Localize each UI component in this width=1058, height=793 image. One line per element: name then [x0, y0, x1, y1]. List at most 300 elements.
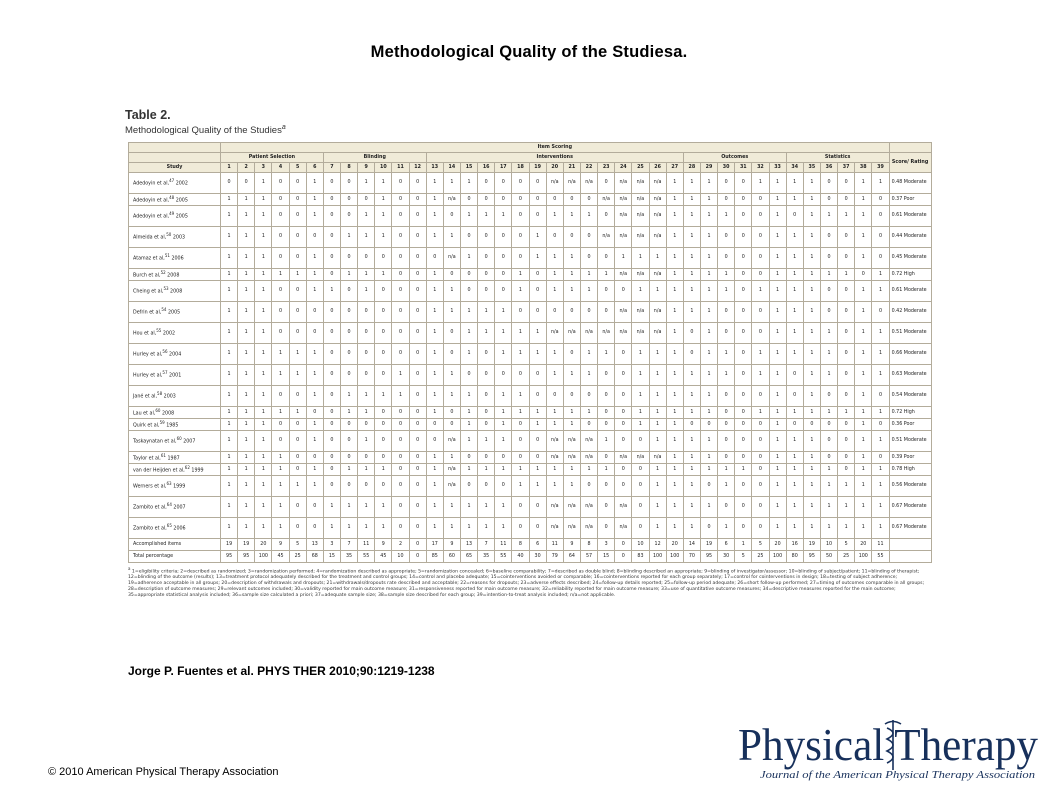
total-cell: 3	[598, 539, 615, 551]
total-cell: 10	[632, 539, 649, 551]
item-cell: 1	[855, 407, 872, 419]
study-cell	[129, 248, 221, 269]
item-cell: 1	[238, 476, 255, 497]
item-cell: 1	[855, 464, 872, 476]
item-cell: 1	[872, 407, 889, 419]
item-cell: 0	[392, 518, 409, 539]
item-cell: 0	[289, 518, 306, 539]
item-cell: 1	[495, 419, 512, 431]
item-cell: 1	[426, 476, 443, 497]
item-cell: 1	[803, 269, 820, 281]
footnote-sup: a	[128, 566, 131, 572]
item-cell: 1	[700, 302, 717, 323]
item-cell: 0	[392, 194, 409, 206]
item-cell: 0	[632, 476, 649, 497]
item-cell: 0	[872, 452, 889, 464]
item-cell: n/a	[615, 206, 632, 227]
study-name: Adedoyin et al,	[133, 214, 170, 220]
item-cell: 0	[838, 365, 855, 386]
item-cell: 1	[546, 248, 563, 269]
item-cell: 0	[358, 248, 375, 269]
item-cell: 1	[563, 464, 580, 476]
item-cell: 0	[512, 497, 529, 518]
item-cell: 0	[598, 173, 615, 194]
header-item-10: 11	[392, 163, 409, 173]
item-cell: 0	[392, 227, 409, 248]
item-cell: 1	[358, 206, 375, 227]
item-cell: n/a	[443, 194, 460, 206]
study-year: 2006	[169, 256, 184, 262]
header-item-36: 37	[838, 163, 855, 173]
item-cell: 0	[820, 431, 837, 452]
total-cell: 15	[598, 551, 615, 563]
header-item-9: 10	[375, 163, 392, 173]
item-cell: 1	[460, 323, 477, 344]
item-cell: 0	[546, 194, 563, 206]
item-cell: 0	[289, 227, 306, 248]
item-cell: 1	[255, 194, 272, 206]
item-cell: n/a	[632, 302, 649, 323]
score-cell: 0.39 Poor	[889, 452, 931, 464]
item-cell: 1	[803, 173, 820, 194]
study-name: Zambito et al,	[133, 526, 167, 532]
item-cell: 1	[649, 497, 666, 518]
item-cell: 1	[460, 464, 477, 476]
header-item-20: 21	[563, 163, 580, 173]
item-cell: 1	[289, 407, 306, 419]
item-cell: 0	[392, 344, 409, 365]
item-cell: n/a	[546, 497, 563, 518]
item-cell: 1	[221, 419, 238, 431]
item-cell: 1	[786, 323, 803, 344]
item-cell: 1	[769, 365, 786, 386]
item-cell: 0	[392, 173, 409, 194]
study-ref: 58	[157, 391, 163, 397]
item-cell: 0	[820, 248, 837, 269]
header-group-1: Blinding	[323, 153, 426, 163]
item-cell: n/a	[563, 323, 580, 344]
item-cell: 1	[255, 518, 272, 539]
study-cell	[129, 518, 221, 539]
item-cell: 0	[409, 464, 426, 476]
item-cell: 1	[375, 386, 392, 407]
item-cell: 1	[255, 431, 272, 452]
item-cell: 0	[752, 518, 769, 539]
study-name: Almeida et al,	[133, 235, 167, 241]
item-cell: 0	[598, 206, 615, 227]
item-cell: 0	[409, 281, 426, 302]
item-cell: 1	[666, 248, 683, 269]
header-group-4: Statistics	[786, 153, 889, 163]
item-cell: 0	[718, 497, 735, 518]
item-cell: 1	[666, 419, 683, 431]
item-cell: 0	[752, 206, 769, 227]
item-cell: 0	[786, 419, 803, 431]
item-cell: 1	[563, 365, 580, 386]
item-cell: 1	[443, 497, 460, 518]
item-cell: 0	[546, 227, 563, 248]
item-cell: 1	[666, 269, 683, 281]
item-cell: 0	[478, 419, 495, 431]
item-cell: 1	[632, 365, 649, 386]
item-cell: 0	[529, 269, 546, 281]
item-cell: 0	[735, 227, 752, 248]
item-cell: 0	[529, 302, 546, 323]
item-cell: 1	[375, 269, 392, 281]
item-cell: 0	[838, 302, 855, 323]
item-cell: n/a	[546, 173, 563, 194]
header-blank	[889, 143, 931, 153]
study-year: 2007	[181, 439, 196, 445]
study-year: 1999	[189, 468, 204, 474]
item-cell: 0	[323, 386, 340, 407]
item-cell: 0	[820, 173, 837, 194]
item-cell: 0	[820, 227, 837, 248]
item-cell: 0	[512, 518, 529, 539]
study-name: van der Heijden et al,	[133, 468, 185, 474]
item-cell: 1	[272, 464, 289, 476]
study-year: 2005	[174, 198, 188, 204]
item-cell: 1	[700, 464, 717, 476]
item-cell: 0	[752, 227, 769, 248]
item-cell: 0	[735, 386, 752, 407]
item-cell: 1	[632, 344, 649, 365]
item-cell: 0	[598, 248, 615, 269]
item-cell: 0	[735, 248, 752, 269]
item-cell: 1	[803, 476, 820, 497]
header-item-25: 26	[649, 163, 666, 173]
item-cell: 1	[426, 281, 443, 302]
total-cell: 9	[375, 539, 392, 551]
item-cell: 1	[700, 365, 717, 386]
study-year: 1985	[164, 423, 179, 429]
item-cell: 1	[546, 365, 563, 386]
study-ref: 60	[176, 436, 182, 442]
study-ref: 63	[166, 481, 172, 487]
item-cell: 1	[769, 431, 786, 452]
item-cell: 0	[460, 269, 477, 281]
item-cell: 0	[478, 173, 495, 194]
item-cell: 0	[392, 464, 409, 476]
item-cell: 0	[375, 452, 392, 464]
item-cell: 1	[443, 365, 460, 386]
study-name: Hou et al,	[133, 331, 157, 337]
item-cell: 1	[255, 407, 272, 419]
item-cell: 0	[323, 302, 340, 323]
item-cell: 1	[700, 281, 717, 302]
item-cell: 0	[392, 431, 409, 452]
total-cell: 15	[323, 551, 340, 563]
table-row	[129, 386, 932, 407]
item-cell: 1	[666, 497, 683, 518]
item-cell: n/a	[649, 227, 666, 248]
item-cell: n/a	[615, 302, 632, 323]
item-cell: 1	[221, 431, 238, 452]
item-cell: 1	[238, 464, 255, 476]
item-cell: 0	[460, 476, 477, 497]
total-cell: 100	[255, 551, 272, 563]
item-cell: 1	[855, 227, 872, 248]
item-cell: 0	[598, 407, 615, 419]
item-cell: 1	[238, 281, 255, 302]
item-cell: 0	[306, 452, 323, 464]
item-cell: 0	[598, 302, 615, 323]
item-cell: 1	[700, 497, 717, 518]
item-cell: 1	[546, 476, 563, 497]
item-cell: 1	[306, 248, 323, 269]
item-cell: 0	[752, 386, 769, 407]
item-cell: 0	[409, 365, 426, 386]
item-cell: 1	[272, 344, 289, 365]
table-caption-text: Methodological Quality of the Studies	[125, 125, 282, 137]
item-cell: 1	[306, 386, 323, 407]
item-cell: 0	[615, 419, 632, 431]
item-cell: 1	[718, 464, 735, 476]
total-cell: 30	[718, 551, 735, 563]
item-cell: 1	[358, 173, 375, 194]
item-cell: 1	[529, 464, 546, 476]
item-cell: 0	[752, 323, 769, 344]
item-cell: 1	[683, 497, 700, 518]
item-cell: n/a	[615, 323, 632, 344]
item-cell: 0	[529, 497, 546, 518]
total-cell: 64	[563, 551, 580, 563]
item-cell: 1	[255, 476, 272, 497]
item-cell: 1	[700, 248, 717, 269]
item-cell: 1	[478, 206, 495, 227]
item-cell: 0	[272, 386, 289, 407]
item-cell: 1	[769, 419, 786, 431]
item-cell: 1	[392, 386, 409, 407]
item-cell: 0	[615, 365, 632, 386]
item-cell: 1	[769, 476, 786, 497]
item-cell: 1	[580, 464, 597, 476]
study-ref: 57	[162, 370, 168, 376]
item-cell: n/a	[580, 518, 597, 539]
header-row-groups	[129, 153, 932, 163]
item-cell: 0	[872, 194, 889, 206]
item-cell: 0	[529, 206, 546, 227]
table-row	[129, 269, 932, 281]
item-cell: 1	[700, 344, 717, 365]
item-cell: 0	[615, 281, 632, 302]
item-cell: 0	[752, 464, 769, 476]
item-cell: 1	[426, 452, 443, 464]
item-cell: 1	[683, 407, 700, 419]
item-cell: 1	[512, 323, 529, 344]
header-item-17: 18	[512, 163, 529, 173]
item-cell: 1	[820, 206, 837, 227]
item-cell: 0	[358, 476, 375, 497]
study-name: Adedoyin et al,	[133, 181, 170, 187]
slide-title: Methodological Quality of the Studiesa.	[370, 43, 688, 61]
total-cell: 19	[803, 539, 820, 551]
item-cell: 1	[769, 194, 786, 206]
item-cell: 0	[289, 419, 306, 431]
item-cell: 1	[272, 407, 289, 419]
header-item-5: 6	[306, 163, 323, 173]
item-cell: 1	[718, 365, 735, 386]
item-cell: 1	[580, 206, 597, 227]
item-cell: 1	[666, 407, 683, 419]
item-cell: 0	[306, 407, 323, 419]
item-cell: 1	[221, 206, 238, 227]
item-cell: 0	[409, 302, 426, 323]
item-cell: 1	[238, 518, 255, 539]
item-cell: 1	[340, 407, 357, 419]
item-cell: 0	[392, 302, 409, 323]
item-cell: 0	[615, 431, 632, 452]
item-cell: 1	[238, 227, 255, 248]
item-cell: 0	[529, 386, 546, 407]
study-year: 2005	[166, 310, 181, 316]
item-cell: n/a	[615, 497, 632, 518]
header-item-2: 3	[255, 163, 272, 173]
header-item-22: 23	[598, 163, 615, 173]
item-cell: 1	[666, 323, 683, 344]
score-cell: 0.42 Moderate	[889, 302, 931, 323]
header-item-27: 28	[683, 163, 700, 173]
study-name: Taskaynatan et al,	[133, 439, 177, 445]
study-name: Werners et al,	[133, 484, 167, 490]
item-cell: 1	[255, 386, 272, 407]
item-cell: 0	[340, 173, 357, 194]
logo-tagline: Journal of the American Physical Therapy Association	[760, 770, 1035, 781]
header-item-38: 39	[872, 163, 889, 173]
item-cell: 0	[478, 269, 495, 281]
header-item-6: 7	[323, 163, 340, 173]
item-cell: 0	[820, 194, 837, 206]
item-cell: 0	[752, 194, 769, 206]
item-cell: n/a	[546, 518, 563, 539]
item-cell: 1	[855, 281, 872, 302]
header-item-1: 2	[238, 163, 255, 173]
item-cell: 1	[392, 365, 409, 386]
item-cell: 0	[289, 464, 306, 476]
item-cell: 0	[323, 248, 340, 269]
score-cell: 0.72 High	[889, 269, 931, 281]
item-cell: 0	[872, 227, 889, 248]
item-cell: 1	[580, 407, 597, 419]
item-cell: 0	[735, 518, 752, 539]
item-cell: n/a	[598, 323, 615, 344]
item-cell: n/a	[649, 206, 666, 227]
item-cell: 1	[221, 365, 238, 386]
item-cell: 1	[426, 365, 443, 386]
item-cell: 1	[546, 407, 563, 419]
study-year: 2007	[171, 505, 186, 511]
header-item-14: 15	[460, 163, 477, 173]
item-cell: 0	[632, 464, 649, 476]
item-cell: 0	[495, 227, 512, 248]
percentage-row-label: Total percentage	[129, 551, 221, 563]
item-cell: 0	[735, 452, 752, 464]
item-cell: 0	[495, 452, 512, 464]
study-cell	[129, 419, 221, 431]
item-cell: 0	[289, 206, 306, 227]
total-cell: 57	[580, 551, 597, 563]
item-cell: 1	[666, 431, 683, 452]
item-cell: 0	[375, 248, 392, 269]
table-row	[129, 302, 932, 323]
header-blank	[129, 143, 221, 153]
table-row	[129, 365, 932, 386]
table-row	[129, 431, 932, 452]
item-cell: 1	[786, 407, 803, 419]
item-cell: 1	[221, 194, 238, 206]
study-name: Quirk et al,	[133, 423, 160, 429]
item-cell: 1	[443, 281, 460, 302]
item-cell: 1	[786, 497, 803, 518]
total-cell: 35	[340, 551, 357, 563]
item-cell: 1	[221, 386, 238, 407]
total-cell: 100	[649, 551, 666, 563]
study-ref: 61	[160, 452, 166, 458]
study-cell	[129, 302, 221, 323]
item-cell: 1	[323, 518, 340, 539]
item-cell: 0	[786, 206, 803, 227]
item-cell: 1	[255, 227, 272, 248]
item-cell: 1	[289, 365, 306, 386]
item-cell: 1	[358, 281, 375, 302]
item-cell: 1	[495, 206, 512, 227]
item-cell: 1	[666, 302, 683, 323]
study-year: 2008	[160, 411, 175, 417]
item-cell: 1	[340, 518, 357, 539]
item-cell: 1	[803, 365, 820, 386]
header-item-11: 12	[409, 163, 426, 173]
item-cell: 1	[460, 497, 477, 518]
item-cell: 1	[820, 269, 837, 281]
header-item-21: 22	[580, 163, 597, 173]
table-row	[129, 206, 932, 227]
total-cell: 100	[666, 551, 683, 563]
item-cell: 0	[718, 302, 735, 323]
item-cell: 1	[255, 206, 272, 227]
item-cell: 1	[769, 386, 786, 407]
item-cell: 0	[718, 194, 735, 206]
item-cell: 0	[409, 194, 426, 206]
item-cell: 1	[803, 281, 820, 302]
table-label: Table 2.	[125, 108, 171, 122]
item-cell: n/a	[632, 452, 649, 464]
item-cell: 0	[495, 194, 512, 206]
item-cell: 0	[615, 476, 632, 497]
study-cell	[129, 431, 221, 452]
study-year: 2002	[174, 181, 188, 187]
item-cell: 1	[426, 227, 443, 248]
item-cell: 0	[323, 452, 340, 464]
total-cell: 0	[615, 539, 632, 551]
total-blank	[889, 551, 931, 563]
item-cell: 0	[340, 323, 357, 344]
item-cell: 1	[238, 248, 255, 269]
item-cell: 1	[855, 497, 872, 518]
item-cell: 1	[769, 323, 786, 344]
table-footnote	[128, 566, 931, 599]
item-cell: 0	[460, 227, 477, 248]
item-cell: 1	[855, 194, 872, 206]
item-cell: 0	[718, 419, 735, 431]
item-cell: 1	[838, 497, 855, 518]
item-cell: 0	[735, 194, 752, 206]
item-cell: 1	[649, 407, 666, 419]
study-year: 1987	[165, 456, 180, 462]
total-cell: 100	[855, 551, 872, 563]
study-name: Adedoyin et al,	[133, 198, 170, 204]
total-cell: 25	[838, 551, 855, 563]
item-cell: 1	[803, 323, 820, 344]
